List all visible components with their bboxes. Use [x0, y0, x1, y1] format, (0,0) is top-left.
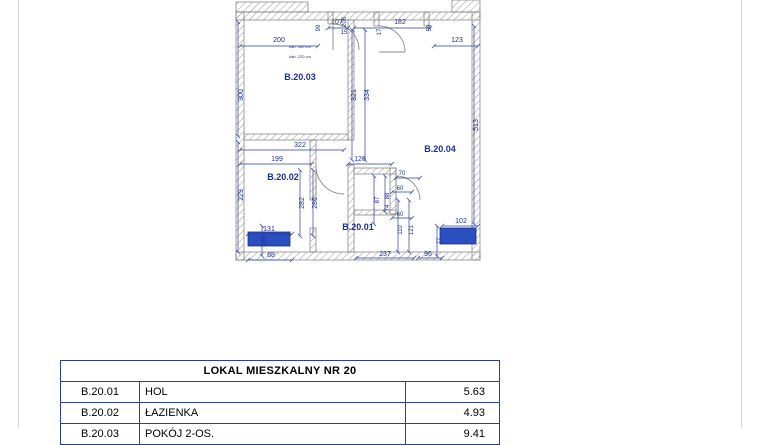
- table-row: [61, 403, 500, 424]
- dimension-text: 321: [351, 89, 358, 101]
- dimension-text: 96: [424, 251, 432, 258]
- dimension-text: 15: [340, 30, 348, 36]
- dimension-text: 59: [427, 24, 433, 32]
- table-header-row: [61, 361, 500, 382]
- room-code: B.20.01: [61, 382, 140, 403]
- page-margin-rule-left: [18, 0, 19, 428]
- table-row: [61, 382, 500, 403]
- floor-plan: [228, 0, 518, 290]
- dimension-text: 182: [394, 19, 406, 26]
- plan-note: kab. 160 cm: [289, 44, 311, 49]
- dimension-text: 229: [238, 189, 245, 201]
- area-table: [60, 360, 500, 445]
- dimension-text: 123: [451, 37, 463, 44]
- room-code: B.20.03: [61, 424, 140, 445]
- dimension-text: 322: [294, 142, 306, 149]
- dimension-text: 237: [379, 251, 391, 258]
- room-name: POKÓJ 2-OS.: [140, 424, 406, 445]
- dimension-text: 77: [437, 237, 443, 245]
- dimension-text: 87: [375, 196, 381, 204]
- room-label: B.20.04: [424, 144, 456, 154]
- room-area: 5.63: [406, 382, 500, 403]
- table-row: [61, 424, 500, 445]
- dimension-text: 334: [364, 89, 371, 101]
- table-title: LOKAL MIESZKALNY NR 20: [61, 361, 500, 382]
- room-code: B.20.02: [61, 403, 140, 424]
- dimension-text: 17: [377, 28, 383, 36]
- plan-notes: [289, 44, 311, 59]
- dimension-text: 282: [299, 197, 306, 209]
- dimension-text: 121: [409, 224, 415, 236]
- dimension-text: 286: [312, 197, 319, 209]
- dimension-text: 99: [316, 24, 322, 32]
- dimension-text: 513: [473, 119, 480, 131]
- room-area: 9.41: [406, 424, 500, 445]
- dimension-text: 300: [238, 89, 245, 101]
- dimension-text: 200: [273, 37, 285, 44]
- dimension-text: 107: [331, 19, 343, 26]
- dimension-text: 208: [342, 16, 348, 28]
- dimension-text: 88: [385, 192, 391, 200]
- dimension-text: 126: [354, 156, 366, 163]
- page-margin-rule-right: [741, 0, 742, 428]
- room-label: B.20.01: [342, 222, 374, 232]
- dimension-text: 74: [385, 204, 391, 212]
- room-label: B.20.02: [267, 172, 299, 182]
- dimension-text: 131: [263, 226, 275, 233]
- room-labels: [267, 72, 456, 232]
- dimension-text: 102: [455, 218, 467, 225]
- dimension-text: 199: [271, 156, 283, 163]
- room-name: ŁAZIENKA: [140, 403, 406, 424]
- dimension-text: 70: [398, 171, 406, 177]
- dimension-text: 110: [398, 225, 404, 235]
- room-name: HOL: [140, 382, 406, 403]
- room-label: B.20.03: [284, 72, 316, 82]
- plan-note: kab. 220 cm: [289, 54, 311, 59]
- dimension-text: 155: [262, 235, 268, 247]
- dimension-text: 60: [396, 212, 404, 218]
- dimension-text: 60: [396, 186, 404, 192]
- dimension-text: 68: [267, 252, 275, 259]
- room-area: 4.93: [406, 403, 500, 424]
